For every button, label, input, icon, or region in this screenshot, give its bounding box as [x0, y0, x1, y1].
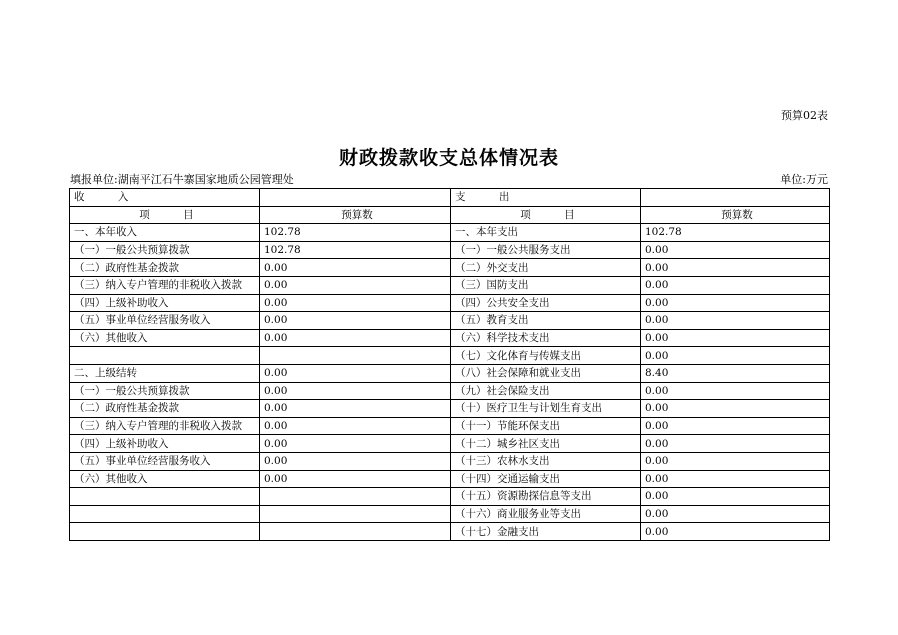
expense-item-cell: （七）文化体育与传媒支出 — [451, 347, 641, 365]
income-budget-cell: 0.00 — [260, 276, 451, 294]
income-item-cell — [70, 347, 260, 365]
income-item-cell: （五）事业单位经营服务收入 — [70, 452, 260, 470]
expense-budget-cell: 0.00 — [641, 505, 830, 523]
table-row — [70, 224, 830, 242]
expense-budget-cell: 0.00 — [641, 470, 830, 488]
table-row — [70, 364, 830, 382]
income-item-cell: （一）一般公共预算拨款 — [70, 382, 260, 400]
expense-budget-cell: 0.00 — [641, 259, 830, 277]
page-title: 财政拨款收支总体情况表 — [338, 147, 559, 169]
income-budget-cell: 0.00 — [260, 364, 451, 382]
expense-budget-cell: 0.00 — [641, 523, 830, 541]
income-item-cell: （六）其他收入 — [70, 470, 260, 488]
income-budget-cell: 0.00 — [260, 452, 451, 470]
expense-budget-cell: 0.00 — [641, 452, 830, 470]
expense-item-cell: （四）公共安全支出 — [451, 294, 641, 312]
income-item-cell: （四）上级补助收入 — [70, 294, 260, 312]
income-budget-header: 预算数 — [260, 206, 451, 224]
currency-unit: 单位:万元 — [780, 173, 828, 186]
table-row — [70, 417, 830, 435]
table-row — [70, 276, 830, 294]
expense-budget-cell: 0.00 — [641, 435, 830, 453]
income-item-cell: 二、上级结转 — [70, 364, 260, 382]
expense-item-cell: （八）社会保障和就业支出 — [451, 364, 641, 382]
expense-item-cell: （一）一般公共服务支出 — [451, 241, 641, 259]
income-item-cell: （二）政府性基金拨款 — [70, 400, 260, 418]
expense-item-cell: （十二）城乡社区支出 — [451, 435, 641, 453]
expense-item-cell: （九）社会保险支出 — [451, 382, 641, 400]
income-budget-cell — [260, 488, 451, 506]
expense-item-cell: （十四）交通运输支出 — [451, 470, 641, 488]
expense-item-cell: （六）科学技术支出 — [451, 329, 641, 347]
expense-header: 支 出 — [451, 189, 641, 207]
expense-item-header: 项 目 — [451, 206, 641, 224]
table-row — [70, 347, 830, 365]
income-budget-cell: 0.00 — [260, 417, 451, 435]
expense-item-cell: （十三）农林水支出 — [451, 452, 641, 470]
income-budget-cell — [260, 347, 451, 365]
expense-budget-cell: 0.00 — [641, 329, 830, 347]
expense-budget-cell: 0.00 — [641, 276, 830, 294]
income-budget-cell: 0.00 — [260, 312, 451, 330]
expense-item-cell: （二）外交支出 — [451, 259, 641, 277]
expense-budget-cell: 0.00 — [641, 417, 830, 435]
income-budget-cell: 0.00 — [260, 382, 451, 400]
income-budget-cell: 0.00 — [260, 400, 451, 418]
income-item-cell: （三）纳入专户管理的非税收入拨款 — [70, 417, 260, 435]
income-item-cell — [70, 505, 260, 523]
expense-item-cell: （十七）金融支出 — [451, 523, 641, 541]
expense-item-cell: （五）教育支出 — [451, 312, 641, 330]
expense-header-blank — [641, 189, 830, 207]
income-item-cell — [70, 523, 260, 541]
income-budget-cell — [260, 523, 451, 541]
income-item-cell: 一、本年收入 — [70, 224, 260, 242]
table-row — [70, 470, 830, 488]
income-header: 收 入 — [70, 189, 260, 207]
table-row — [70, 435, 830, 453]
expense-budget-cell: 102.78 — [641, 224, 830, 242]
expense-item-cell: （三）国防支出 — [451, 276, 641, 294]
table-row — [70, 505, 830, 523]
income-item-cell: （一）一般公共预算拨款 — [70, 241, 260, 259]
expense-item-cell: （十一）节能环保支出 — [451, 417, 641, 435]
table-row — [70, 241, 830, 259]
expense-budget-cell: 0.00 — [641, 382, 830, 400]
expense-item-cell: （十六）商业服务业等支出 — [451, 505, 641, 523]
income-item-cell: （三）纳入专户管理的非税收入拨款 — [70, 276, 260, 294]
income-budget-cell: 0.00 — [260, 470, 451, 488]
table-row — [70, 294, 830, 312]
income-item-cell: （五）事业单位经营服务收入 — [70, 312, 260, 330]
income-budget-cell — [260, 505, 451, 523]
income-item-cell — [70, 488, 260, 506]
income-item-cell: （六）其他收入 — [70, 329, 260, 347]
expense-budget-header: 预算数 — [641, 206, 830, 224]
expense-budget-cell: 0.00 — [641, 400, 830, 418]
expense-budget-cell: 0.00 — [641, 294, 830, 312]
income-budget-cell: 0.00 — [260, 294, 451, 312]
table-row — [70, 400, 830, 418]
income-budget-cell: 0.00 — [260, 435, 451, 453]
expense-budget-cell: 8.40 — [641, 364, 830, 382]
expense-budget-cell: 0.00 — [641, 347, 830, 365]
income-budget-cell: 0.00 — [260, 329, 451, 347]
income-budget-cell: 102.78 — [260, 241, 451, 259]
table-row — [70, 329, 830, 347]
reporting-unit: 填报单位:湖南平江石牛寨国家地质公园管理处 — [70, 173, 294, 186]
header-row-sections — [70, 189, 830, 207]
table-row — [70, 382, 830, 400]
header-row-columns — [70, 206, 830, 224]
table-row — [70, 259, 830, 277]
form-number: 预算02表 — [781, 109, 828, 122]
expense-item-cell: 一、本年支出 — [451, 224, 641, 242]
expense-budget-cell: 0.00 — [641, 312, 830, 330]
expense-budget-cell: 0.00 — [641, 488, 830, 506]
income-budget-cell: 102.78 — [260, 224, 451, 242]
income-item-cell: （四）上级补助收入 — [70, 435, 260, 453]
table-row — [70, 452, 830, 470]
income-budget-cell: 0.00 — [260, 259, 451, 277]
income-item-header: 项 目 — [70, 206, 260, 224]
expense-item-cell: （十）医疗卫生与计划生育支出 — [451, 400, 641, 418]
income-item-cell: （二）政府性基金拨款 — [70, 259, 260, 277]
table-row — [70, 523, 830, 541]
budget-table — [69, 188, 830, 541]
table-row — [70, 488, 830, 506]
expense-item-cell: （十五）资源勘探信息等支出 — [451, 488, 641, 506]
income-header-blank — [260, 189, 451, 207]
expense-budget-cell: 0.00 — [641, 241, 830, 259]
table-row — [70, 312, 830, 330]
